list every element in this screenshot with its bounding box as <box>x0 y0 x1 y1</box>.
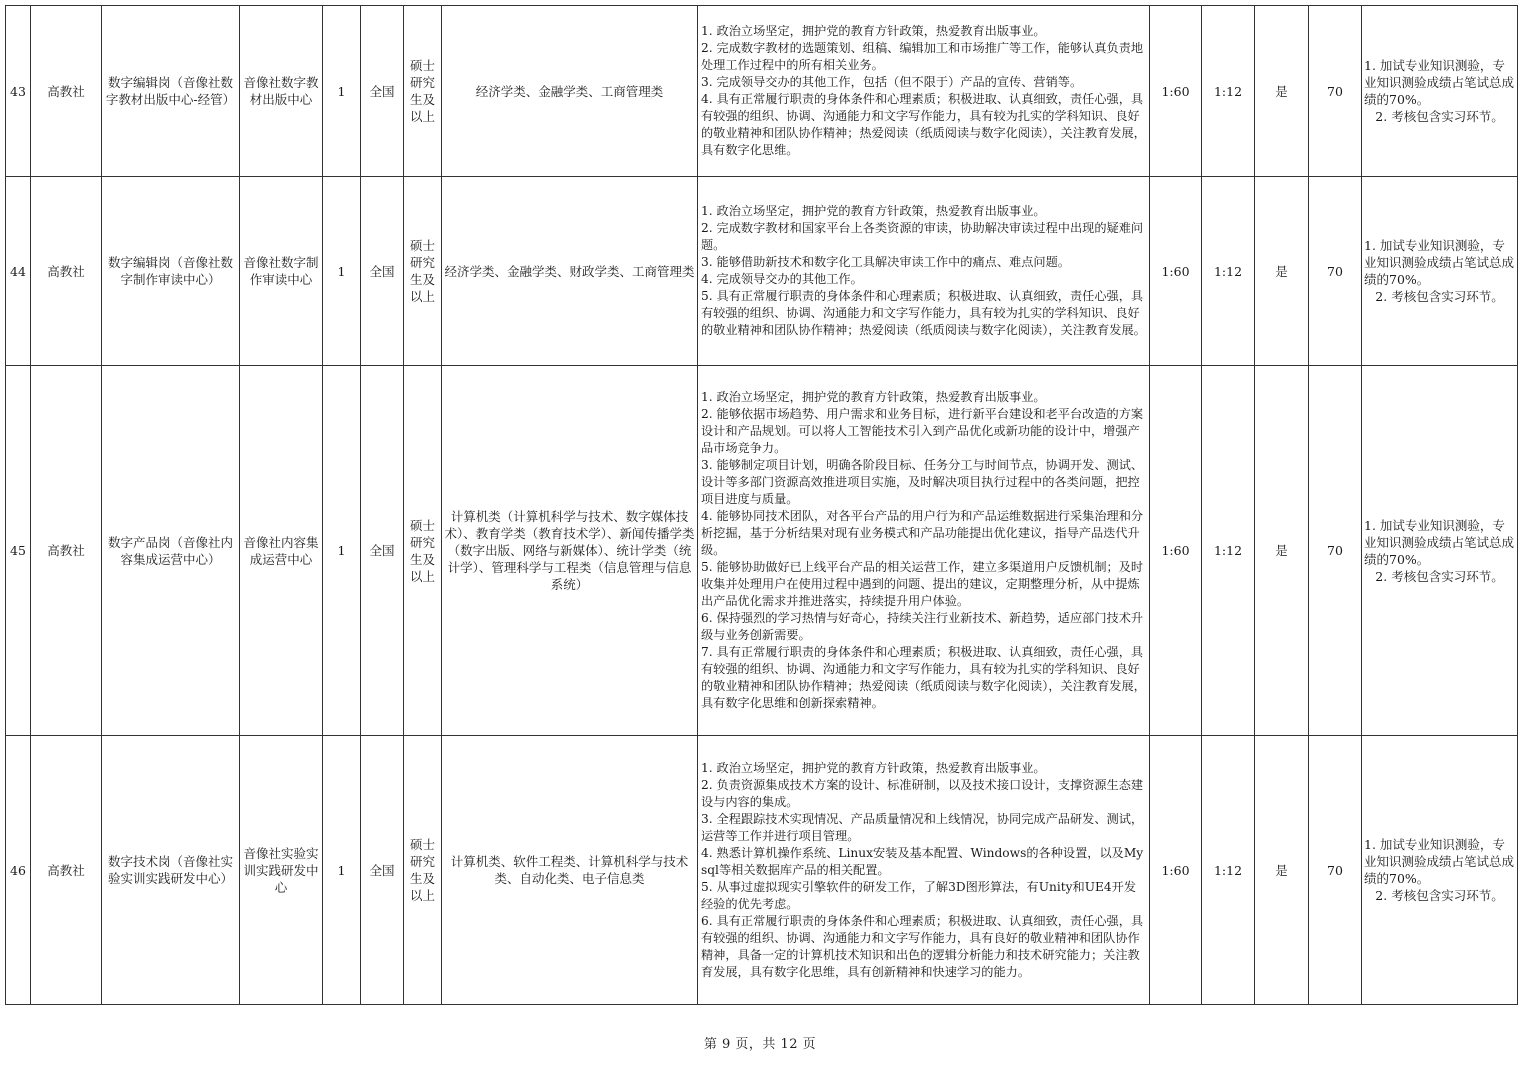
headcount-cell: 1 <box>323 366 361 736</box>
headcount-cell: 1 <box>323 736 361 1005</box>
score-cell: 70 <box>1309 6 1362 177</box>
duty-item: 1. 政治立场坚定，拥护党的教育方针政策，热爱教育出版事业。 <box>701 204 1046 218</box>
table-row <box>6 366 1518 736</box>
education-cell: 硕士研究生及以上 <box>404 736 442 1005</box>
education-cell: 硕士研究生及以上 <box>404 6 442 177</box>
table-row <box>6 177 1518 366</box>
duty-item: 2. 完成数字教材的选题策划、组稿、编辑加工和市场推广等工作，能够认真负责地处理工作过程中的所有相关业务。 <box>701 41 1144 72</box>
score-cell: 70 <box>1309 366 1362 736</box>
ratio-cell: 1:12 <box>1202 177 1255 366</box>
duty-item: 2. 负责资源集成技术方案的设计、标准研制，以及技术接口设计，支撑资源生态建设与内容的集成。 <box>701 777 1144 809</box>
duty-item: 5. 能够协助做好已上线平台产品的相关运营工作，建立多渠道用户反馈机制；及时收集并处理用户在使用过程中遇到的问题、提出的建议，定期整理分析，从中提炼出产品优化需求并推进落实，持续提升用户体验。 <box>701 560 1144 608</box>
major-cell: 经济学类、金融学类、工商管理类 <box>442 6 698 177</box>
ratio-cell: 1:12 <box>1202 6 1255 177</box>
duty-item: 4. 熟悉计算机操作系统、Linux安装及基本配置、Windows的各种设置，以及Mysql等相关数据库产品的相关配置。 <box>701 845 1144 877</box>
department-cell: 音像社实验实训实践研发中心 <box>240 736 323 1005</box>
notes-cell <box>1362 736 1518 1005</box>
note-item: 1. 加试专业知识测验，专业知识测验成绩占笔试总成绩的70%。 <box>1364 58 1515 107</box>
notes-cell <box>1362 366 1518 736</box>
duty-item: 2. 能够依据市场趋势、用户需求和业务目标，进行新平台建设和老平台改造的方案设计和产品规划。可以将人工智能技术引入到产品优化或新功能的设计中，增强产品市场竞争力。 <box>701 407 1144 455</box>
unit-cell: 高教社 <box>31 366 102 736</box>
row-number: 44 <box>6 177 31 366</box>
duty-item: 1. 政治立场坚定，拥护党的教育方针政策，热爱教育出版事业。 <box>701 24 1046 38</box>
duty-item: 4. 具有正常履行职责的身体条件和心理素质；积极进取、认真细致，责任心强，具有较强的组织、协调、沟通能力和文字写作能力，具有较为扎实的学科知识、良好的敬业精神和团队协作精神；热爱阅读（纸质阅读与数字化阅读），关注教育发展，具有数字化思维。 <box>701 92 1146 157</box>
table-row <box>6 6 1518 177</box>
ratio-cell: 1:60 <box>1150 6 1202 177</box>
unit-cell: 高教社 <box>31 177 102 366</box>
position-cell: 数字编辑岗（音像社数字教材出版中心-经管） <box>102 6 240 177</box>
note-item: 1. 加试专业知识测验，专业知识测验成绩占笔试总成绩的70%。 <box>1364 837 1515 886</box>
flag-cell: 是 <box>1255 6 1309 177</box>
score-cell: 70 <box>1309 736 1362 1005</box>
notes-cell <box>1362 177 1518 366</box>
flag-cell: 是 <box>1255 177 1309 366</box>
position-cell: 数字技术岗（音像社实验实训实践研发中心） <box>102 736 240 1005</box>
headcount-cell: 1 <box>323 6 361 177</box>
duty-item: 3. 完成领导交办的其他工作，包括（但不限于）产品的宣传、营销等。 <box>701 75 1083 89</box>
duty-item: 4. 完成领导交办的其他工作。 <box>701 272 863 286</box>
duty-item: 3. 能够制定项目计划，明确各阶段目标、任务分工与时间节点，协调开发、测试、设计等多部门资源高效推进项目实施，及时解决项目执行过程中的各类问题，把控项目进度与质量。 <box>701 458 1144 506</box>
duty-item: 3. 能够借助新技术和数字化工具解决审读工作中的痛点、难点问题。 <box>701 255 1070 269</box>
note-item: 2. 考核包含实习环节。 <box>1375 109 1504 124</box>
duties-cell <box>698 366 1150 736</box>
major-cell: 经济学类、金融学类、财政学类、工商管理类 <box>442 177 698 366</box>
recruitment-table <box>5 5 1518 1005</box>
major-cell: 计算机类（计算机科学与技术、数字媒体技术）、教育学类（教育技术学）、新闻传播学类（数字出版、网络与新媒体）、统计学类（统计学）、管理科学与工程类（信息管理与信息系统） <box>442 366 698 736</box>
table-body <box>6 6 1518 1005</box>
region-cell: 全国 <box>361 736 404 1005</box>
note-item: 1. 加试专业知识测验，专业知识测验成绩占笔试总成绩的70%。 <box>1364 238 1515 287</box>
note-item: 2. 考核包含实习环节。 <box>1375 289 1504 304</box>
duty-item: 7. 具有正常履行职责的身体条件和心理素质；积极进取、认真细致，责任心强，具有较强的组织、协调、沟通能力和文字写作能力，具有较为扎实的学科知识、良好的敬业精神和团队协作精神；热爱阅读（纸质阅读与数字化阅读），关注教育发展，具有数字化思维和创新探索精神。 <box>701 645 1146 710</box>
duty-item: 1. 政治立场坚定，拥护党的教育方针政策，热爱教育出版事业。 <box>701 760 1046 775</box>
page-footer: 第 9 页，共 12 页 <box>703 1037 817 1052</box>
duty-item: 5. 具有正常履行职责的身体条件和心理素质；积极进取、认真细致，责任心强，具有较强的组织、协调、沟通能力和文字写作能力，具有较为扎实的学科知识、良好的敬业精神和团队协作精神；热爱阅读（纸质阅读与数字化阅读），关注教育发展。 <box>701 289 1146 337</box>
department-cell: 音像社内容集成运营中心 <box>240 366 323 736</box>
position-cell: 数字编辑岗（音像社数字制作审读中心） <box>102 177 240 366</box>
region-cell: 全国 <box>361 366 404 736</box>
duty-item: 6. 保持强烈的学习热情与好奇心，持续关注行业新技术、新趋势，适应部门技术升级与业务创新需要。 <box>701 611 1144 642</box>
ratio-cell: 1:60 <box>1150 366 1202 736</box>
notes-cell <box>1362 6 1518 177</box>
duty-item: 6. 具有正常履行职责的身体条件和心理素质；积极进取、认真细致，责任心强，具有较强的组织、协调、沟通能力和文字写作能力，具有良好的敬业精神和团队协作精神，具备一定的计算机技术知识和出色的逻辑分析能力和技术研究能力；关注教育发展，具有数字化思维，具有创新精神和快速学习的能力。 <box>701 913 1144 979</box>
education-cell: 硕士研究生及以上 <box>404 177 442 366</box>
duty-item: 4. 能够协同技术团队，对各平台产品的用户行为和产品运维数据进行采集治理和分析挖掘，基于分析结果对现有业务模式和产品功能提出优化建议，指导产品迭代升级。 <box>701 509 1144 557</box>
region-cell: 全国 <box>361 177 404 366</box>
unit-cell: 高教社 <box>31 6 102 177</box>
row-number: 43 <box>6 6 31 177</box>
department-cell: 音像社数字制作审读中心 <box>240 177 323 366</box>
note-item: 1. 加试专业知识测验，专业知识测验成绩占笔试总成绩的70%。 <box>1364 517 1515 567</box>
duty-item: 3. 全程跟踪技术实现情况、产品质量情况和上线情况，协同完成产品研发、测试，运营等工作并进行项目管理。 <box>701 811 1144 843</box>
duty-item: 5. 从事过虚拟现实引擎软件的研发工作，了解3D图形算法，有Unity和UE4开发经验的优先考虑。 <box>701 879 1137 911</box>
note-item: 2. 考核包含实习环节。 <box>1375 568 1504 584</box>
row-number: 46 <box>6 736 31 1005</box>
department-cell: 音像社数字教材出版中心 <box>240 6 323 177</box>
duties-cell <box>698 736 1150 1005</box>
note-item: 2. 考核包含实习环节。 <box>1375 888 1504 903</box>
ratio-cell: 1:12 <box>1202 366 1255 736</box>
duties-cell <box>698 6 1150 177</box>
duty-item: 1. 政治立场坚定，拥护党的教育方针政策，热爱教育出版事业。 <box>701 390 1046 404</box>
education-cell: 硕士研究生及以上 <box>404 366 442 736</box>
flag-cell: 是 <box>1255 736 1309 1005</box>
unit-cell: 高教社 <box>31 736 102 1005</box>
ratio-cell: 1:12 <box>1202 736 1255 1005</box>
score-cell: 70 <box>1309 177 1362 366</box>
duty-item: 2. 完成数字教材和国家平台上各类资源的审读，协助解决审读过程中出现的疑难问题。 <box>701 221 1144 252</box>
flag-cell: 是 <box>1255 366 1309 736</box>
ratio-cell: 1:60 <box>1150 736 1202 1005</box>
row-number: 45 <box>6 366 31 736</box>
headcount-cell: 1 <box>323 177 361 366</box>
region-cell: 全国 <box>361 6 404 177</box>
table-row <box>6 736 1518 1005</box>
position-cell: 数字产品岗（音像社内容集成运营中心） <box>102 366 240 736</box>
duties-cell <box>698 177 1150 366</box>
ratio-cell: 1:60 <box>1150 177 1202 366</box>
major-cell: 计算机类、软件工程类、计算机科学与技术类、自动化类、电子信息类 <box>442 736 698 1005</box>
